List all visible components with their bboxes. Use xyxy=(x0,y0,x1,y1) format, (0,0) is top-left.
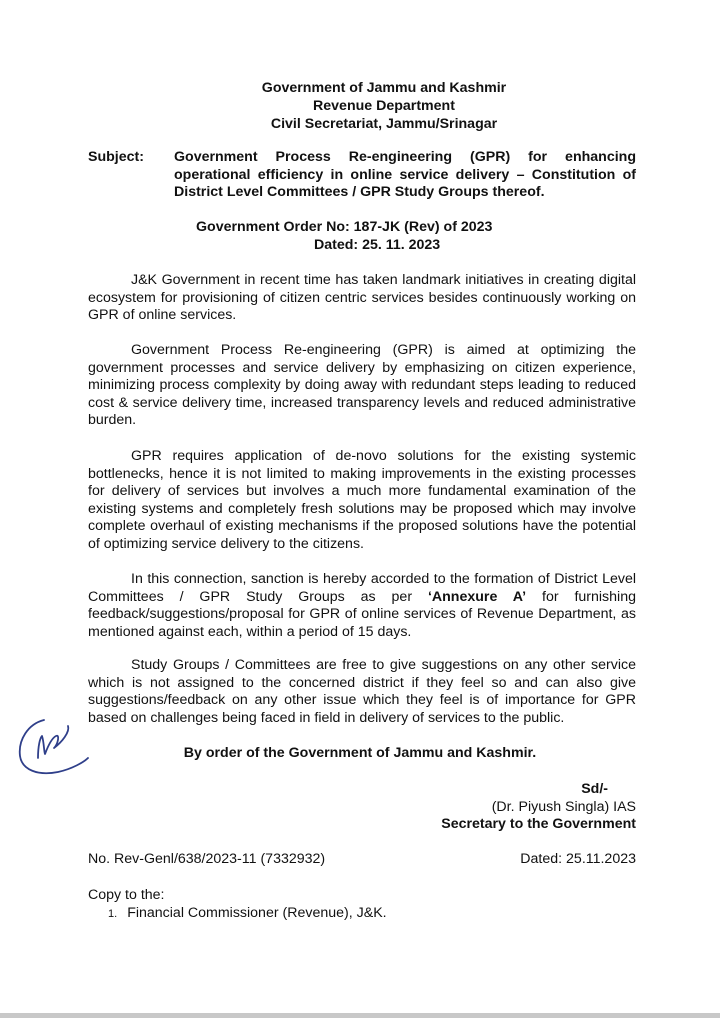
paragraph-4-before: In this connection, sanction is hereby accorded to the formation of District Level Committees / GPR Study Groups as per xyxy=(88,571,636,605)
subject-block xyxy=(88,149,636,202)
paragraph-2-text: Government Process Re-engineering (GPR) is aimed at optimizing the government processes and service delivery by emphasizing on citizen experience, minimizing process complexity by doing away with redundant steps leading to reduced cost & service delivery time, increased transparency levels and reduced administrative burden. xyxy=(88,342,636,429)
signature-block xyxy=(441,781,636,834)
reference-number: No. Rev-Genl/638/2023-11 (7332932) xyxy=(88,851,326,867)
subject-text: Government Process Re-engineering (GPR) for enhancing operational efficiency in online service delivery – Constitution of District Level Committees / GPR Study Groups thereof. xyxy=(174,149,636,201)
paragraph-3-text: GPR requires application of de-novo solutions for the existing systemic bottlenecks, hence it is not limited to making improvements in the existing processes for delivery of services but involves a much more fundamental examination of the existing systems and completely fresh solutions may be proposed which may involve complete overhaul of existing mechanisms if the proposed solutions have the potential of optimizing service delivery to the citizens. xyxy=(88,448,636,552)
subject-label: Subject: xyxy=(88,149,144,165)
copy-to-item-text: Financial Commissioner (Revenue), J&K. xyxy=(127,905,387,921)
letterhead xyxy=(0,79,720,133)
signatory-designation: Secretary to the Government xyxy=(441,816,636,833)
paragraph-4-after: for furnishing feedback/suggestions/proposal for GPR of online services of Revenue Department, as mentioned against each, within a period of 15 days. xyxy=(88,588,636,640)
signature-sd: Sd/- xyxy=(581,781,608,797)
copy-to-item-number: 1. xyxy=(108,908,118,920)
header-address: Civil Secretariat, Jammu/Srinagar xyxy=(270,116,498,132)
header-department: Revenue Department xyxy=(313,98,455,114)
signatory-name: (Dr. Piyush Singla) IAS xyxy=(491,798,636,815)
paragraph-4-text xyxy=(88,571,636,641)
copy-to-item xyxy=(108,905,387,924)
paragraph-3 xyxy=(88,448,636,554)
order-date: Dated: 25. 11. 2023 xyxy=(314,237,441,253)
paragraph-4 xyxy=(88,571,636,641)
by-order-line: By order of the Government of Jammu and Kashmir. xyxy=(183,745,537,761)
paragraph-1 xyxy=(88,272,636,325)
reference-line xyxy=(88,851,636,869)
bottom-edge-strip xyxy=(0,1013,720,1018)
paragraph-1-text: J&K Government in recent time has taken landmark initiatives in creating digital ecosystem for provisioning of citizen centric services besides continuously working on GPR of online services. xyxy=(88,272,636,324)
reference-date: Dated: 25.11.2023 xyxy=(520,851,636,867)
header-government: Government of Jammu and Kashmir xyxy=(261,80,507,96)
copy-to-label: Copy to the: xyxy=(88,887,165,903)
annexure-reference: ‘Annexure A’ xyxy=(427,588,527,605)
paragraph-5-text: Study Groups / Committees are free to give suggestions on any other service which is not assigned to the concerned district if they feel so and can also give suggestions/feedback on any other issue which they feel is of importance for GPR based on challenges being faced in field in delivery of services to the public. xyxy=(88,657,636,726)
order-number: Government Order No: 187-JK (Rev) of 2023 xyxy=(196,219,493,235)
paragraph-5 xyxy=(88,657,636,727)
paragraph-2 xyxy=(88,342,636,430)
